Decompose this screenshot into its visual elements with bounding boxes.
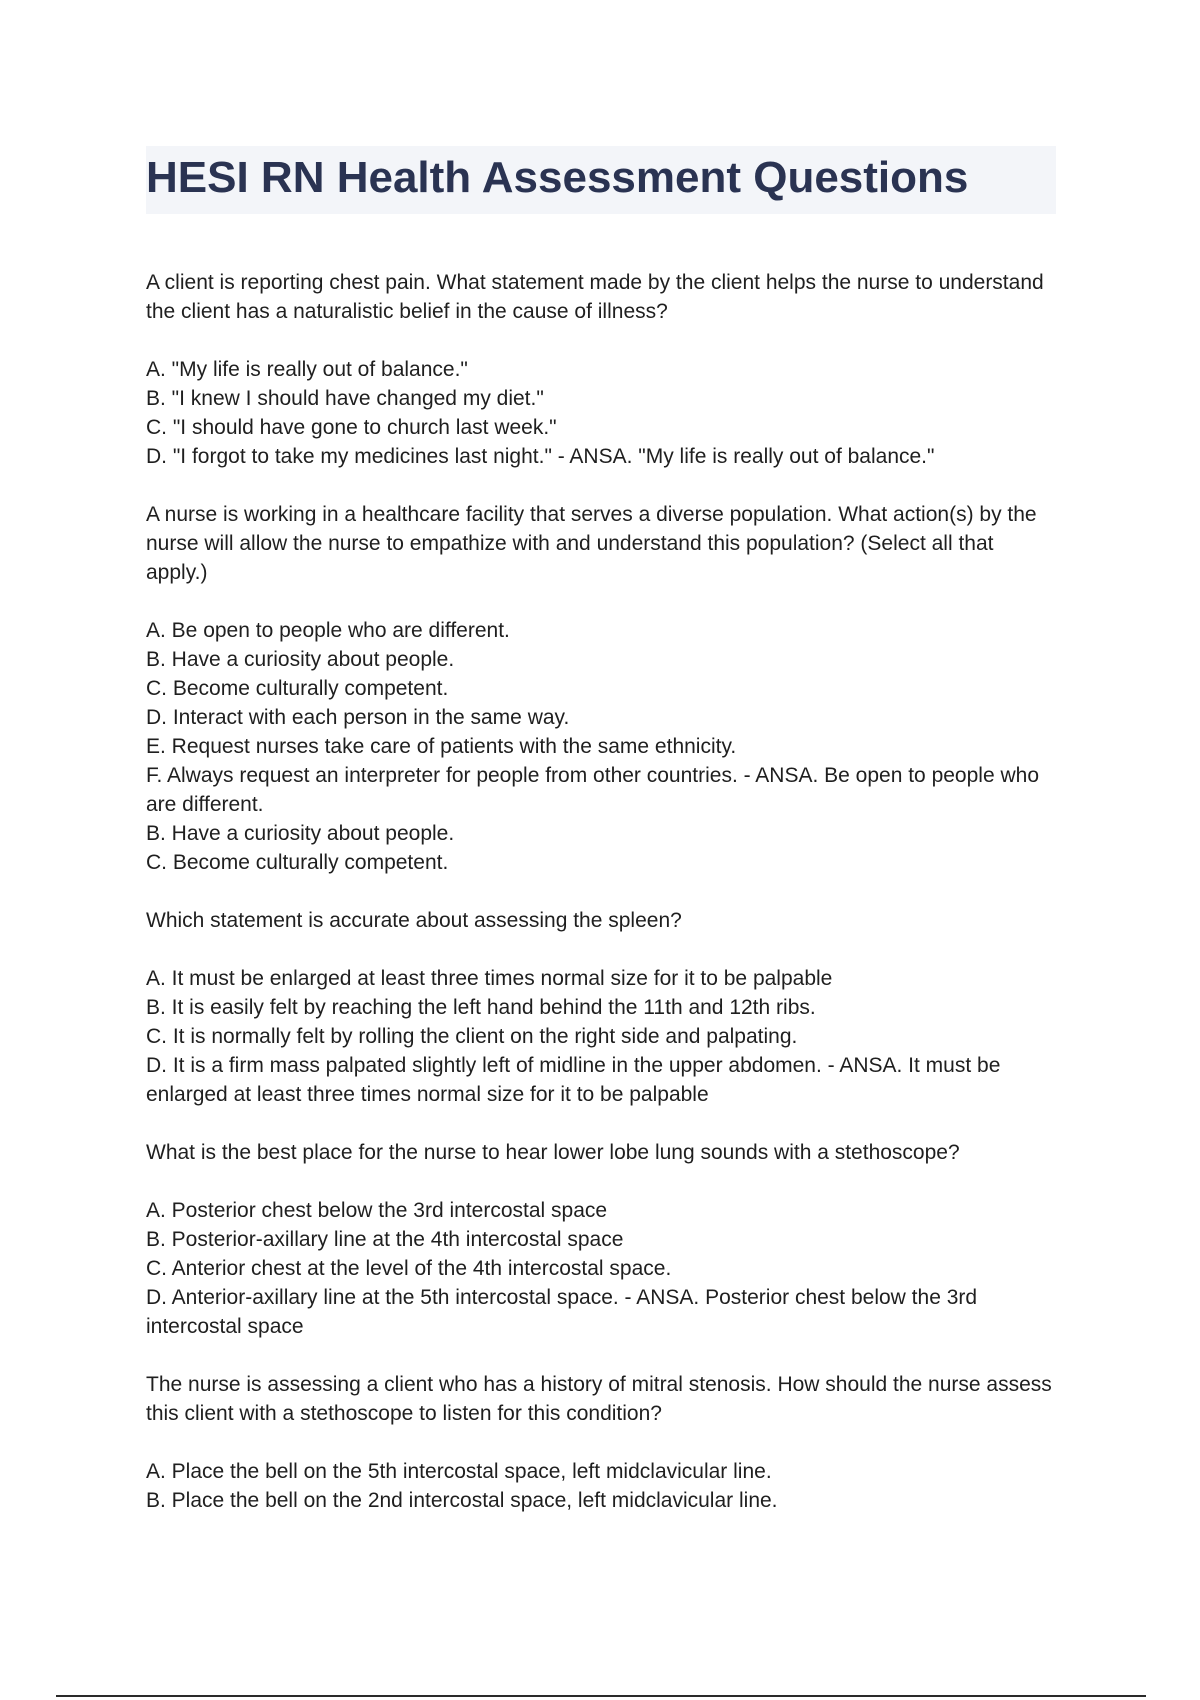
question-2-option: C. Become culturally competent.	[146, 677, 449, 700]
question-2-option: B. Have a curiosity about people.	[146, 648, 455, 671]
question-1-options	[146, 355, 1066, 471]
question-3-option: B. It is easily felt by reaching the left hand behind the 11th and 12th ribs.	[146, 996, 816, 1019]
question-2-option: D. Interact with each person in the same way.	[146, 706, 570, 729]
question-4-option: B. Posterior-axillary line at the 4th intercostal space	[146, 1228, 624, 1251]
question-2-option: C. Become culturally competent.	[146, 851, 449, 874]
question-2-options	[146, 616, 1066, 877]
question-4-option: A. Posterior chest below the 3rd intercostal space	[146, 1199, 608, 1222]
question-1-option: A. "My life is really out of balance."	[146, 358, 468, 381]
question-1-option: D. "I forgot to take my medicines last night." - ANSA. "My life is really out of balance."	[146, 445, 935, 468]
question-4-options	[146, 1196, 1066, 1341]
question-4-option: D. Anterior-axillary line at the 5th intercostal space. - ANSA. Posterior chest below the 3rd intercostal space	[146, 1286, 978, 1338]
title-banner	[146, 146, 1056, 214]
document-title: HESI RN Health Assessment Questions	[146, 153, 969, 202]
question-5-option: B. Place the bell on the 2nd intercostal space, left midclavicular line.	[146, 1489, 778, 1512]
question-3-option: C. It is normally felt by rolling the client on the right side and palpating.	[146, 1025, 798, 1048]
question-3-option: A. It must be enlarged at least three times normal size for it to be palpable	[146, 967, 833, 990]
question-2-option: A. Be open to people who are different.	[146, 619, 510, 642]
question-3-text: Which statement is accurate about assessing the spleen?	[146, 909, 682, 932]
question-list	[146, 268, 1066, 1544]
question-5-text: The nurse is assessing a client who has a history of mitral stenosis. How should the nurse assess this client with a stethoscope to listen for this condition?	[146, 1373, 1052, 1425]
question-2-option: B. Have a curiosity about people.	[146, 822, 455, 845]
question-2-option: E. Request nurses take care of patients with the same ethnicity.	[146, 735, 737, 758]
question-1-option: C. "I should have gone to church last week."	[146, 416, 557, 439]
question-2-option: F. Always request an interpreter for people from other countries. - ANSA. Be open to people who are different.	[146, 764, 1039, 816]
question-5-option: A. Place the bell on the 5th intercostal space, left midclavicular line.	[146, 1460, 772, 1483]
question-4-option: C. Anterior chest at the level of the 4th intercostal space.	[146, 1257, 672, 1280]
question-1-option: B. "I knew I should have changed my diet."	[146, 387, 544, 410]
question-4-text: What is the best place for the nurse to hear lower lobe lung sounds with a stethoscope?	[146, 1141, 960, 1164]
question-3-options	[146, 964, 1066, 1109]
question-5-options	[146, 1457, 1066, 1515]
footer-divider	[56, 1695, 1146, 1697]
question-3-option: D. It is a firm mass palpated slightly left of midline in the upper abdomen. - ANSA. It must be enlarged at least three times normal size for it to be palpable	[146, 1054, 1001, 1106]
question-2-text: A nurse is working in a healthcare facility that serves a diverse population. What action(s) by the nurse will allow the nurse to empathize with and understand this population? (Select all that apply.)	[146, 503, 1037, 584]
question-1-text: A client is reporting chest pain. What statement made by the client helps the nurse to understand the client has a naturalistic belief in the cause of illness?	[146, 271, 1044, 323]
